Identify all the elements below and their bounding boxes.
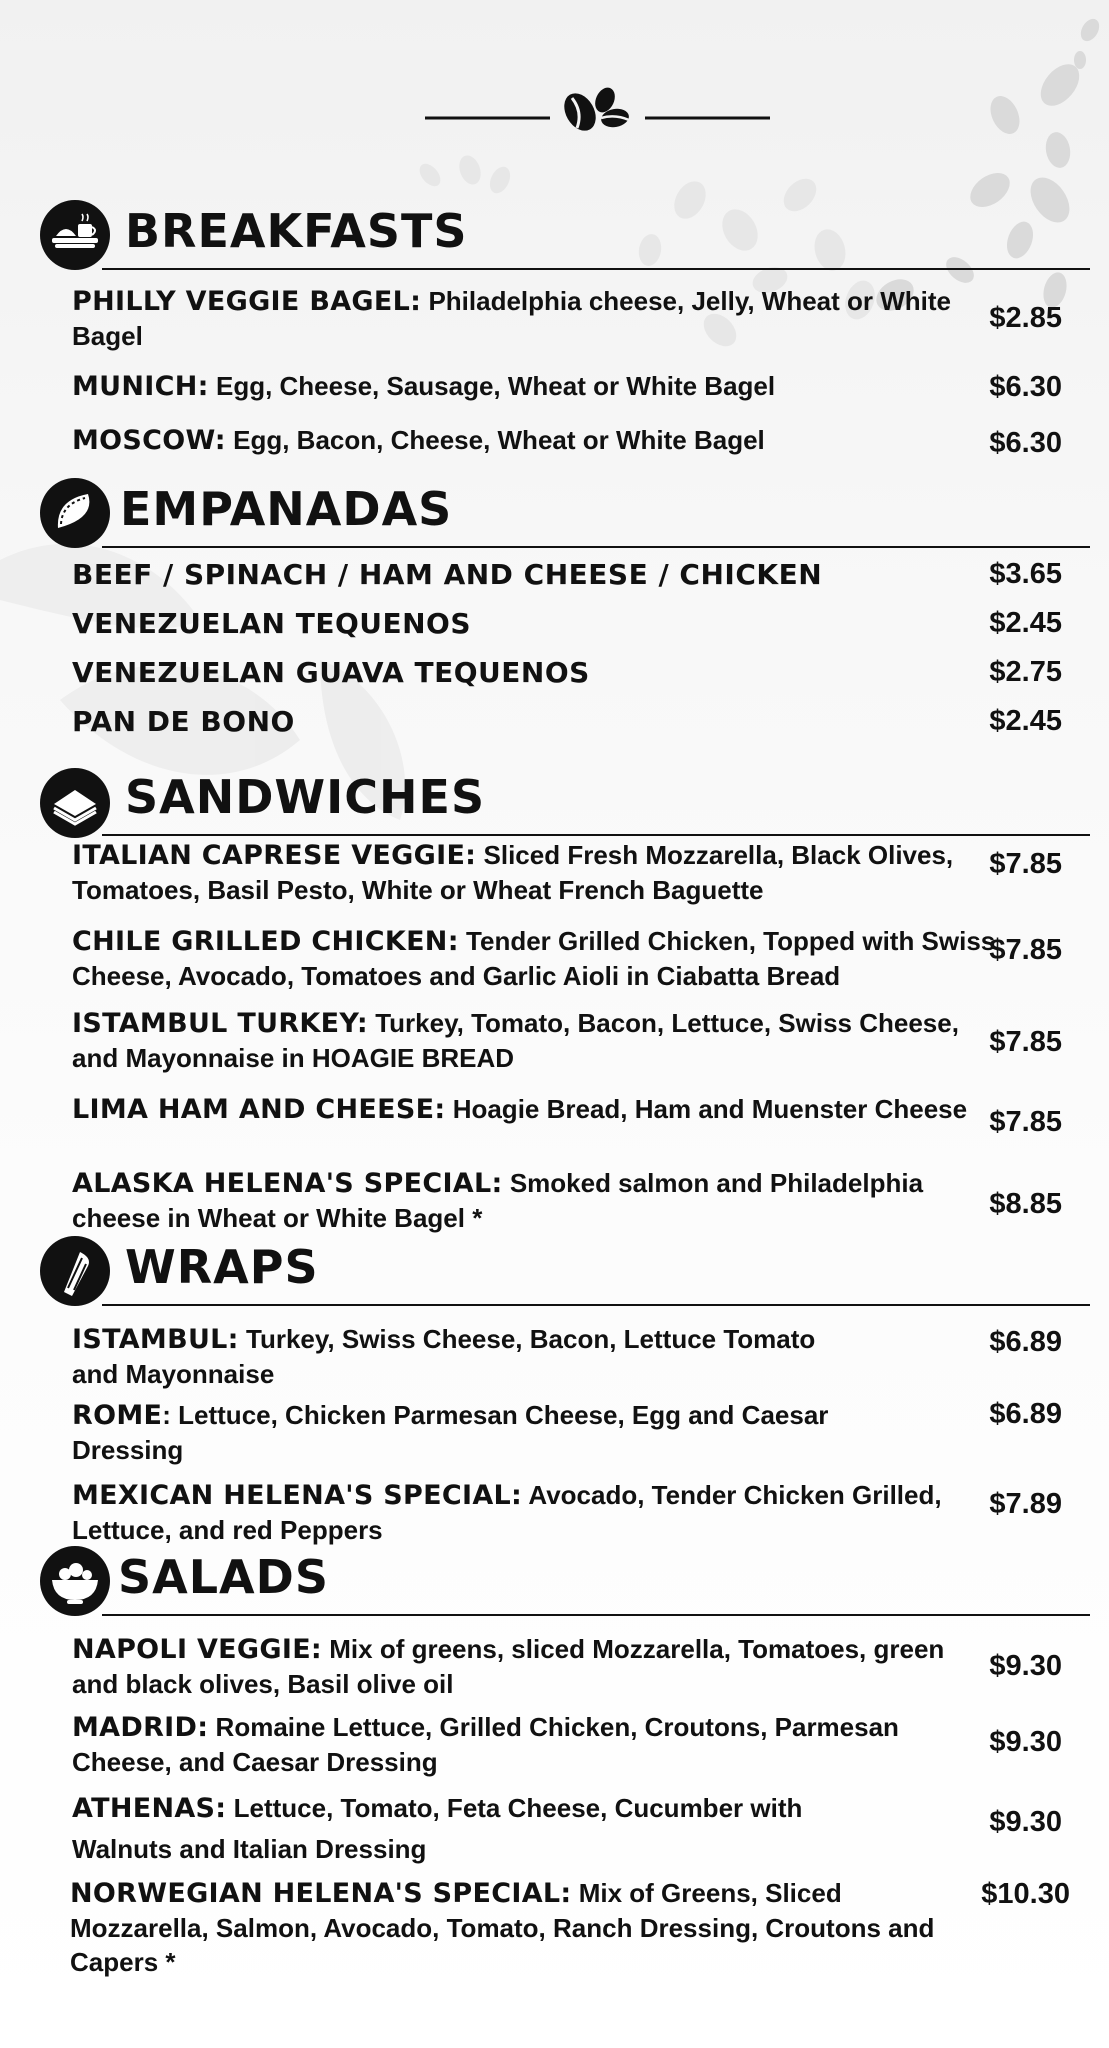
- item-price: $2.85: [989, 302, 1062, 334]
- section-divider: [102, 834, 1090, 836]
- item-name: ISTAMBUL TURKEY:: [72, 1008, 368, 1039]
- menu-item: [72, 284, 1082, 353]
- item-description: Mix of Greens, Sliced Mozzarella, Salmon, Avocado, Tomato, Ranch Dressing, Croutons and Capers *: [70, 1878, 935, 1977]
- sandwich-icon: [40, 768, 110, 838]
- item-description: Turkey, Tomato, Bacon, Lettuce, Swiss Cheese, and Mayonnaise in HOAGIE BREAD: [72, 1008, 959, 1073]
- item-description: Mix of greens, sliced Mozzarella, Tomatoes, green and black olives, Basil olive oil: [72, 1634, 945, 1699]
- menu-item: [72, 1092, 1082, 1138]
- item-price: $9.30: [989, 1806, 1062, 1838]
- menu-item: [70, 1876, 1080, 1979]
- item-name: ITALIAN CAPRESE VEGGIE:: [72, 840, 477, 871]
- item-description: : Lettuce, Chicken Parmesan Cheese, Egg and Caesar Dressing: [72, 1400, 829, 1465]
- item-name: MEXICAN HELENA'S SPECIAL:: [72, 1480, 523, 1511]
- item-price: $2.75: [989, 656, 1062, 688]
- item-description: Hoagie Bread, Ham and Muenster Cheese: [445, 1094, 968, 1124]
- section-header-breakfasts: [40, 200, 1090, 270]
- item-price: $10.30: [981, 1878, 1070, 1910]
- section-divider: [102, 546, 1090, 548]
- item-name: ALASKA HELENA'S SPECIAL:: [72, 1168, 503, 1199]
- item-name: ISTAMBUL:: [72, 1324, 239, 1355]
- section-header-salads: [40, 1546, 1090, 1616]
- section-header-empanadas: [40, 478, 1090, 548]
- menu-item: [72, 1478, 1082, 1547]
- item-description: Turkey, Swiss Cheese, Bacon, Lettuce Tomato and Mayonnaise: [72, 1324, 816, 1389]
- item-name: MUNICH:: [72, 371, 209, 402]
- item-name: BEEF / SPINACH / HAM AND CHEESE / CHICKEN: [72, 558, 823, 591]
- section-header-wraps: [40, 1236, 1090, 1306]
- salad-bowl-icon: [40, 1546, 110, 1616]
- section-title: BREAKFASTS: [125, 204, 468, 258]
- item-description: Romaine Lettuce, Grilled Chicken, Croutons, Parmesan Cheese, and Caesar Dressing: [72, 1712, 899, 1777]
- section-header-sandwiches: [40, 766, 1090, 836]
- item-price: $2.45: [989, 705, 1062, 737]
- menu-item: [72, 423, 1082, 458]
- menu-item: [72, 705, 1082, 739]
- item-name: PHILLY VEGGIE BAGEL:: [72, 286, 422, 317]
- menu-item: [72, 838, 1082, 907]
- coffee-beans-divider-icon: [425, 80, 770, 140]
- item-price: $7.85: [989, 1026, 1062, 1058]
- section-divider: [102, 1304, 1090, 1306]
- item-name: MADRID:: [72, 1712, 209, 1743]
- menu-item: [72, 607, 1082, 641]
- item-name: LIMA HAM AND CHEESE:: [72, 1094, 446, 1125]
- item-description: Smoked salmon and Philadelphia cheese in Wheat or White Bagel *: [72, 1168, 924, 1233]
- item-name: NAPOLI VEGGIE:: [72, 1634, 323, 1665]
- menu-item: [72, 1398, 1082, 1467]
- item-price: $7.85: [989, 1106, 1062, 1138]
- menu-item: [72, 1788, 1082, 1869]
- item-price: $8.85: [989, 1188, 1062, 1220]
- item-description: Egg, Bacon, Cheese, Wheat or White Bagel: [225, 425, 765, 455]
- menu-item: [72, 558, 1082, 592]
- item-price: $9.30: [989, 1726, 1062, 1758]
- menu-item: [72, 656, 1082, 690]
- empanada-icon: [40, 478, 110, 548]
- breakfast-tray-icon: [40, 200, 110, 270]
- item-price: $6.30: [989, 427, 1062, 459]
- menu-item: [72, 1710, 1082, 1779]
- wrap-icon: [40, 1236, 110, 1306]
- item-description: Avocado, Tender Chicken Grilled, Lettuce, and red Peppers: [72, 1480, 942, 1545]
- item-name: NORWEGIAN HELENA'S SPECIAL:: [70, 1878, 572, 1909]
- menu-item: [72, 1006, 1082, 1075]
- item-description: Egg, Cheese, Sausage, Wheat or White Bagel: [208, 371, 776, 401]
- menu-item: [72, 369, 1082, 404]
- item-price: $6.89: [989, 1398, 1062, 1430]
- item-price: $6.89: [989, 1326, 1062, 1358]
- section-title: SALADS: [118, 1550, 329, 1604]
- item-description: Tender Grilled Chicken, Topped with Swiss Cheese, Avocado, Tomatoes and Garlic Aioli in Ciabatta Bread: [72, 926, 996, 991]
- item-price: $9.30: [989, 1650, 1062, 1682]
- menu-item: [72, 1166, 1082, 1235]
- item-price: $7.89: [989, 1488, 1062, 1520]
- item-description: Sliced Fresh Mozzarella, Black Olives, Tomatoes, Basil Pesto, White or Wheat French Baguette: [72, 840, 954, 905]
- item-price: $2.45: [989, 607, 1062, 639]
- section-title: EMPANADAS: [120, 482, 453, 536]
- menu-item: [72, 1322, 1082, 1391]
- menu-item: [72, 924, 1082, 993]
- section-divider: [102, 1614, 1090, 1616]
- item-name: ROME: [72, 1400, 163, 1431]
- menu-item: [72, 1632, 1082, 1701]
- item-price: $7.85: [989, 848, 1062, 880]
- item-name: VENEZUELAN TEQUENOS: [72, 607, 472, 640]
- item-name: ATHENAS:: [72, 1793, 227, 1824]
- item-description: Philadelphia cheese, Jelly, Wheat or White Bagel: [72, 286, 952, 351]
- section-divider: [102, 268, 1090, 270]
- item-price: $3.65: [989, 558, 1062, 590]
- section-title: WRAPS: [125, 1240, 319, 1294]
- item-price: $6.30: [989, 371, 1062, 403]
- item-name: CHILE GRILLED CHICKEN:: [72, 926, 459, 957]
- item-name: VENEZUELAN GUAVA TEQUENOS: [72, 656, 590, 689]
- item-name: PAN DE BONO: [72, 705, 295, 738]
- item-name: MOSCOW:: [72, 425, 226, 456]
- section-title: SANDWICHES: [125, 770, 486, 824]
- item-description: Lettuce, Tomato, Feta Cheese, Cucumber with Walnuts and Italian Dressing: [72, 1793, 803, 1864]
- item-price: $7.85: [989, 934, 1062, 966]
